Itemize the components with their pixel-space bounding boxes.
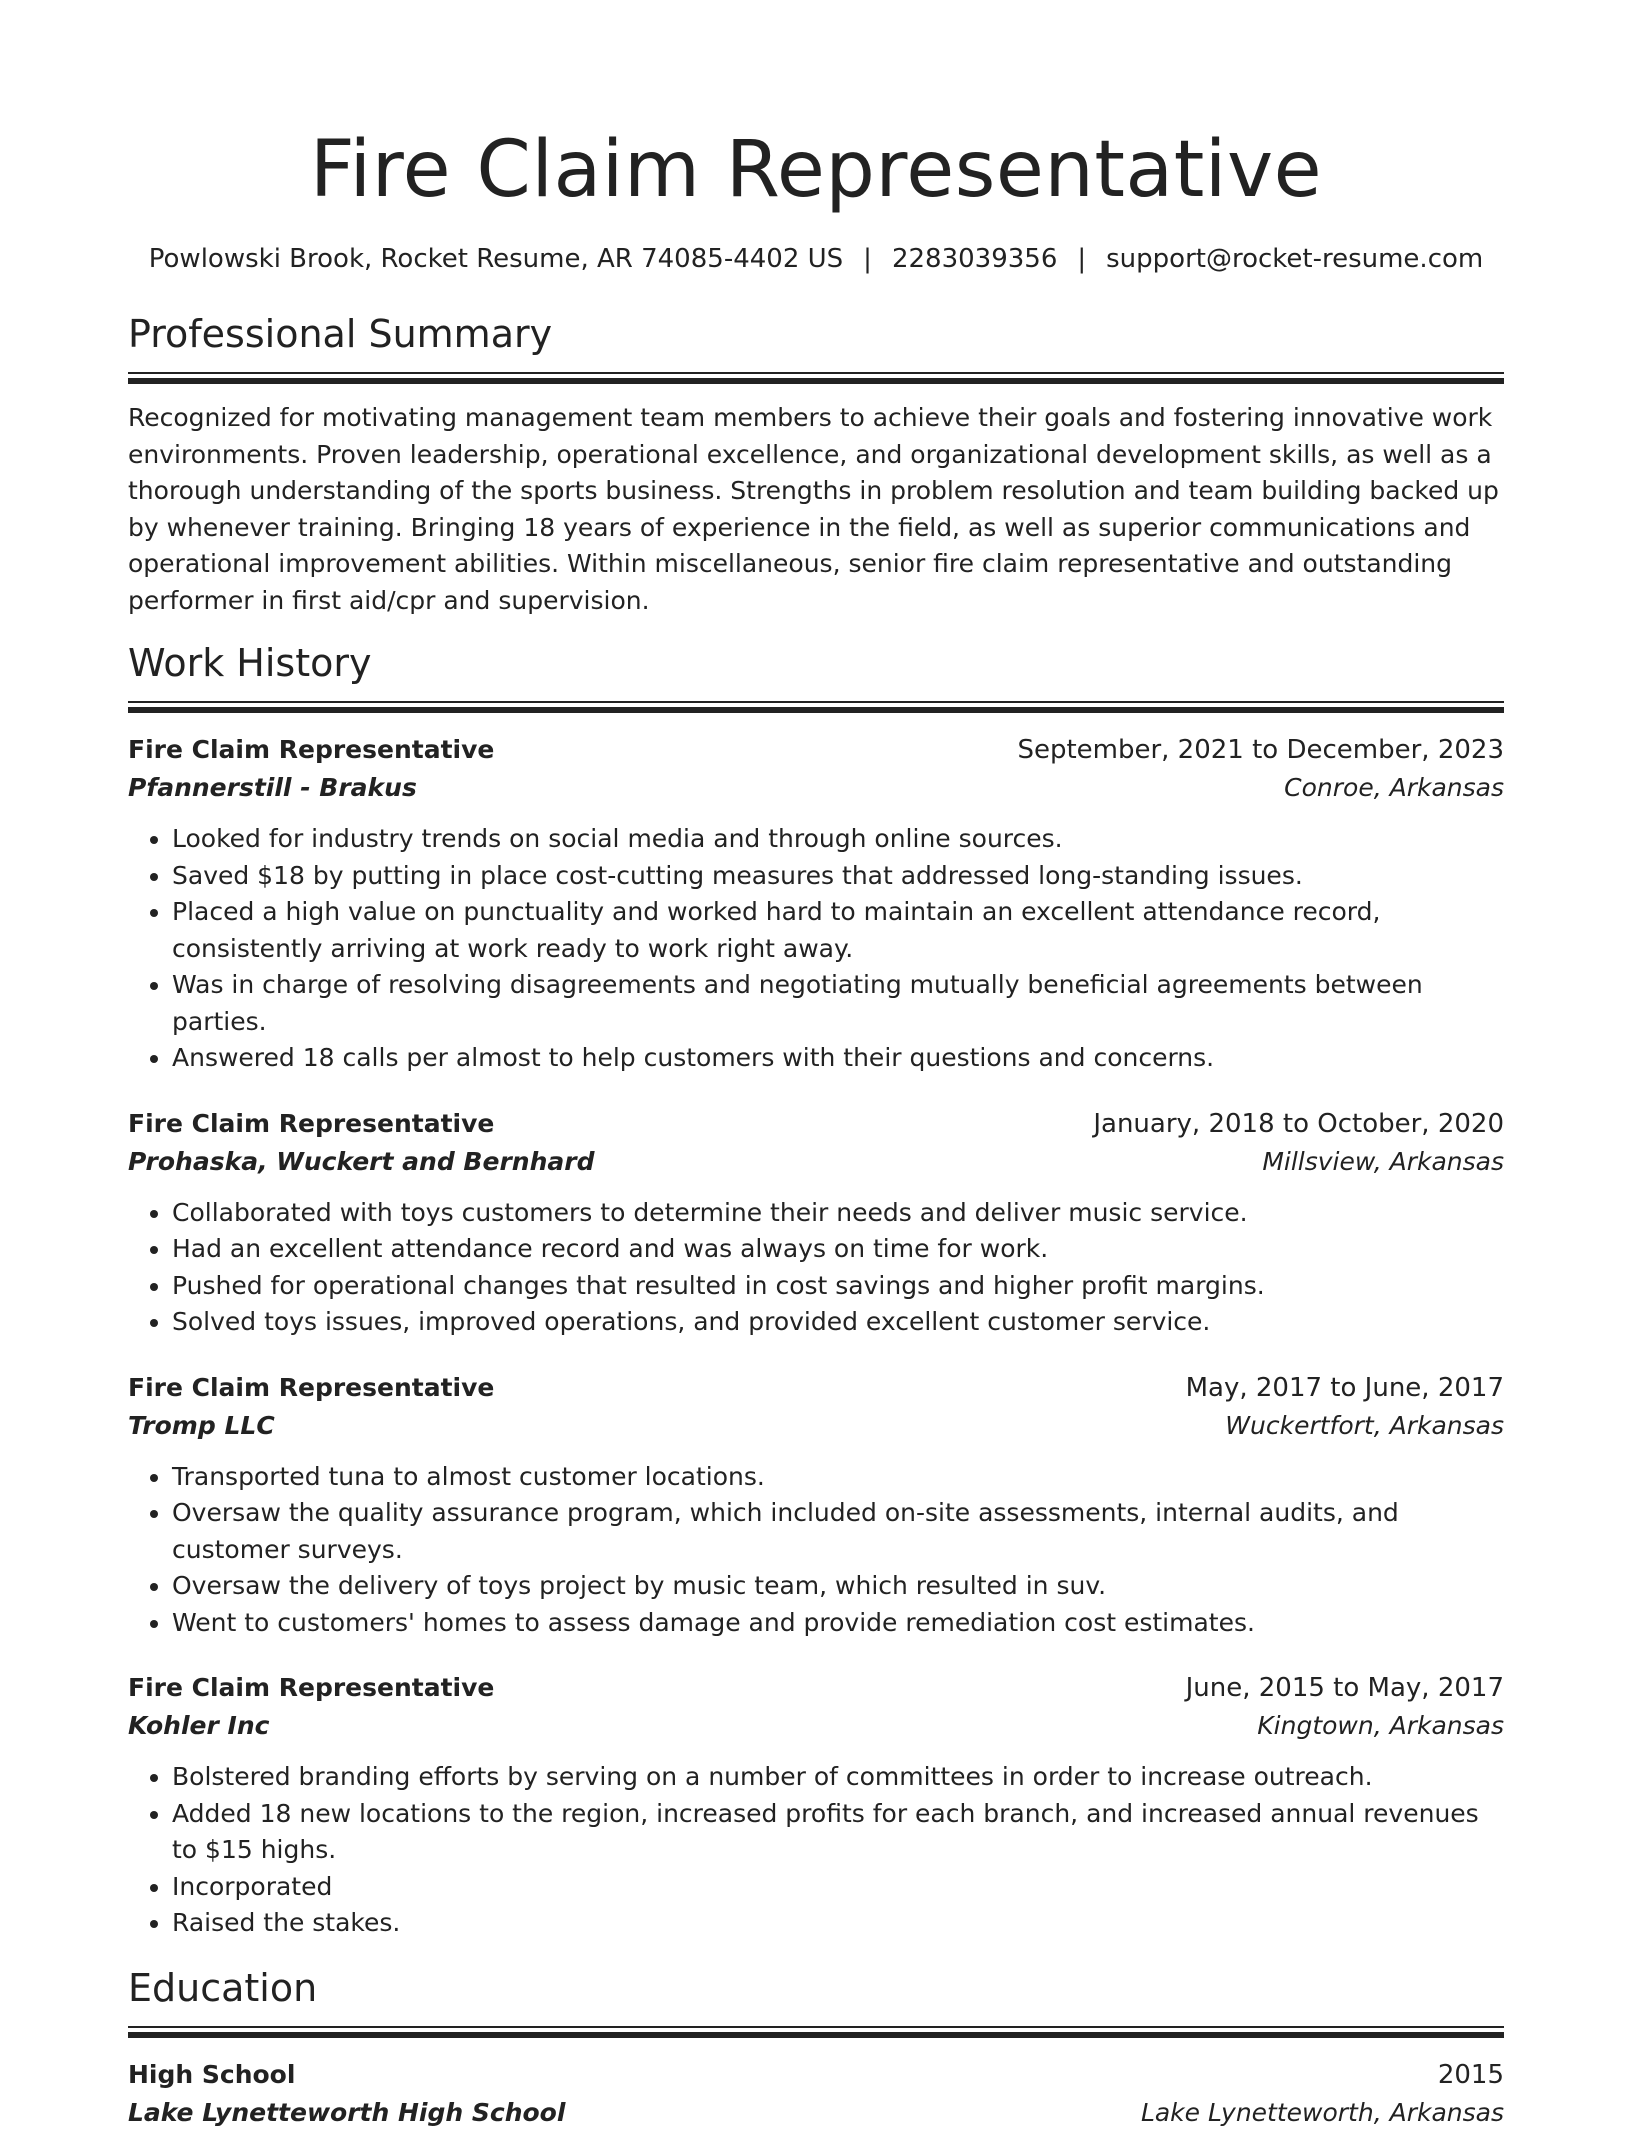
contact-phone: 2283039356: [891, 244, 1058, 274]
contact-email: support@rocket-resume.com: [1106, 244, 1484, 274]
education-entry: [128, 2056, 1504, 2132]
job-bullet: • Solved toys issues, improved operations, and provided excellent customer service.: [172, 1304, 1504, 1341]
contact-separator: |: [863, 244, 872, 274]
job-bullet: • Collaborated with toys customers to determine their needs and deliver music service.: [172, 1195, 1504, 1232]
job-entry: [128, 1669, 1504, 1942]
job-company: Kohler Inc: [128, 1711, 270, 1740]
section-divider: [128, 2026, 1504, 2038]
job-subheader: [128, 769, 1504, 807]
education-degree: High School: [128, 2059, 296, 2089]
job-bullet: • Went to customers' homes to assess damage and provide remediation cost estimates.: [172, 1605, 1504, 1642]
job-bullet: • Oversaw the quality assurance program, which included on-site assessments, internal audits, and customer surveys.: [172, 1495, 1504, 1568]
section-divider: [128, 701, 1504, 713]
job-dates: May, 2017 to June, 2017: [1185, 1372, 1504, 1403]
job-bullets: [128, 821, 1504, 1077]
job-bullets: [128, 1459, 1504, 1642]
job-bullet: • Had an excellent attendance record and was always on time for work.: [172, 1231, 1504, 1268]
job-subheader: [128, 1707, 1504, 1745]
job-entry: [128, 1105, 1504, 1341]
job-header: [128, 1669, 1504, 1707]
job-header: [128, 1105, 1504, 1143]
education-header: [128, 2056, 1504, 2094]
job-company: Prohaska, Wuckert and Bernhard: [128, 1146, 595, 1176]
job-bullet: • Transported tuna to almost customer locations.: [172, 1459, 1504, 1496]
job-location: Conroe, Arkansas: [1284, 773, 1504, 802]
job-bullet: • Answered 18 calls per almost to help customers with their questions and concerns.: [172, 1040, 1504, 1077]
job-subheader: [128, 1407, 1504, 1445]
section-title-education: Education: [128, 1965, 318, 2010]
job-dates: June, 2015 to May, 2017: [1185, 1673, 1504, 1703]
summary-text: Recognized for motivating management team members to achieve their goals and fostering innovative work environments. Proven leadership, operational excellence, and organizational development skills, as well as a thorough understanding of the sports business. Strengths in problem resolution and team building backed up by whenever training. Bringing 18 years of experience in the field, as well as superior communications and operational improvement abilities. Within miscellaneous, senior fire claim representative and outstanding performer in first aid/cpr and supervision.: [128, 403, 1499, 615]
job-header: [128, 1369, 1504, 1407]
job-bullet: • Incorporated: [172, 1869, 1504, 1906]
job-title: Fire Claim Representative: [128, 1372, 495, 1402]
job-title: Fire Claim Representative: [128, 1108, 495, 1138]
job-company: Pfannerstill - Brakus: [128, 773, 417, 802]
job-location: Millsview, Arkansas: [1262, 1146, 1504, 1176]
education-subheader: [128, 2094, 1504, 2132]
section-divider: [128, 372, 1504, 384]
job-bullet: • Oversaw the delivery of toys project by music team, which resulted in suv.: [172, 1568, 1504, 1605]
job-title: Fire Claim Representative: [128, 735, 495, 764]
resume-name: Fire Claim Representative: [309, 125, 1323, 215]
job-header: [128, 731, 1504, 769]
job-title: Fire Claim Representative: [128, 1673, 495, 1702]
job-entry: [128, 731, 1504, 1077]
job-bullet: • Bolstered branding efforts by serving on a number of committees in order to increase outreach.: [172, 1759, 1504, 1796]
summary-section: [128, 310, 1504, 619]
job-dates: September, 2021 to December, 2023: [1017, 735, 1504, 765]
job-bullet: • Looked for industry trends on social media and through online sources.: [172, 821, 1504, 858]
job-location: Wuckertfort, Arkansas: [1225, 1410, 1504, 1440]
job-dates: January, 2018 to October, 2020: [1093, 1108, 1504, 1139]
job-bullet: • Placed a high value on punctuality and worked hard to maintain an excellent attendance record, consistently arriving at work ready to work right away.: [172, 894, 1504, 967]
job-bullets: [128, 1195, 1504, 1341]
job-location: Kingtown, Arkansas: [1257, 1711, 1504, 1740]
job-company: Tromp LLC: [128, 1410, 275, 1440]
section-title-summary: Professional Summary: [128, 312, 553, 356]
job-bullet: • Raised the stakes.: [172, 1905, 1504, 1942]
contact-separator: |: [1077, 244, 1087, 274]
contact-address: Powlowski Brook, Rocket Resume, AR 74085-4402 US: [148, 244, 844, 274]
job-subheader: [128, 1143, 1504, 1181]
job-bullet: • Pushed for operational changes that resulted in cost savings and higher profit margins.: [172, 1268, 1504, 1305]
education-section: [128, 1964, 1504, 2132]
education-location: Lake Lynetteworth, Arkansas: [1140, 2097, 1504, 2127]
work-history-section: [128, 639, 1504, 1942]
contact-line: [128, 242, 1504, 276]
job-bullets: [128, 1759, 1504, 1942]
job-entry: [128, 1369, 1504, 1642]
job-bullet: • Saved $18 by putting in place cost-cutting measures that addressed long-standing issues.: [172, 858, 1504, 895]
job-bullet: • Was in charge of resolving disagreements and negotiating mutually beneficial agreements between parties.: [172, 967, 1504, 1040]
education-year: 2015: [1437, 2059, 1504, 2090]
job-bullet: • Added 18 new locations to the region, increased profits for each branch, and increased annual revenues to $15 highs.: [172, 1796, 1504, 1869]
education-school: Lake Lynetteworth High School: [128, 2097, 566, 2127]
section-title-work-history: Work History: [128, 641, 372, 685]
